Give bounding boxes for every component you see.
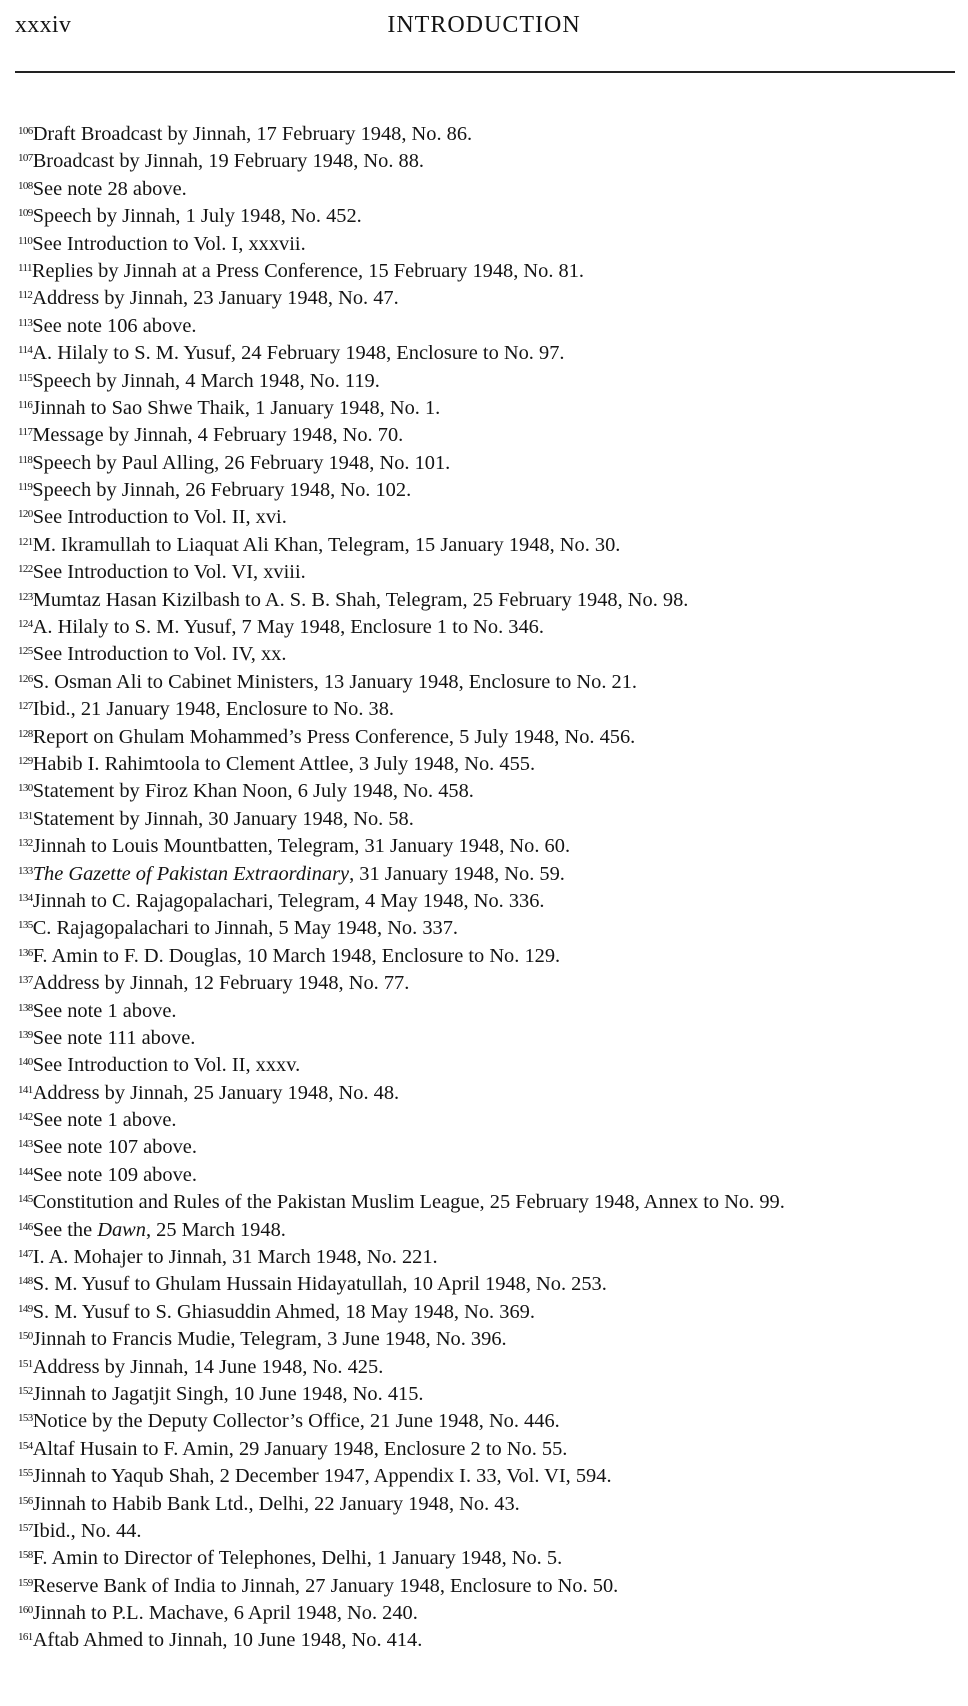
- endnote-number: 133: [18, 864, 33, 877]
- endnote-text: S. M. Yusuf to Ghulam Hussain Hidayatullah, 10 April 1948, No. 253.: [32, 1273, 607, 1296]
- endnote-text: Address by Jinnah, 14 June 1948, No. 425.: [32, 1355, 384, 1378]
- endnote-text: See Introduction to Vol. II, xxxv.: [32, 1054, 301, 1077]
- endnote-number: 125: [18, 645, 33, 658]
- endnote-number: 140: [18, 1056, 33, 1069]
- endnote-number: 136: [18, 946, 33, 959]
- running-title: INTRODUCTION: [387, 12, 581, 38]
- endnote-text: See note 1 above.: [32, 999, 177, 1022]
- endnote: [18, 395, 963, 422]
- endnote-text: See Introduction to Vol. I, xxxvii.: [32, 232, 306, 255]
- endnote-text: Jinnah to Habib Bank Ltd., Delhi, 22 January 1948, No. 43.: [32, 1492, 520, 1515]
- endnote-text: , 31 January 1948, No. 59.: [349, 862, 565, 885]
- endnote-number: 123: [18, 590, 33, 603]
- endnote-number: 155: [18, 1467, 33, 1480]
- endnote-number: 128: [18, 727, 33, 740]
- endnote-text: Broadcast by Jinnah, 19 February 1948, No. 88.: [32, 150, 425, 173]
- endnote: [18, 1573, 963, 1600]
- endnote: [18, 1134, 963, 1161]
- endnote-number: 135: [18, 919, 33, 932]
- endnote-text: S. M. Yusuf to S. Ghiasuddin Ahmed, 18 May 1948, No. 369.: [32, 1300, 535, 1323]
- endnote-number: 111: [18, 261, 32, 274]
- endnote: [18, 943, 963, 970]
- endnote: [18, 121, 963, 148]
- endnote: [18, 1025, 963, 1052]
- endnote: [18, 1518, 963, 1545]
- endnote: [18, 231, 963, 258]
- endnote: [18, 1600, 963, 1627]
- endnote-text: Jinnah to Sao Shwe Thaik, 1 January 1948, No. 1.: [32, 396, 441, 419]
- endnote: [18, 998, 963, 1025]
- endnote-number: 154: [18, 1439, 33, 1452]
- endnote-number: 118: [18, 453, 33, 466]
- endnote-number: 156: [18, 1494, 33, 1507]
- endnote: [18, 1299, 963, 1326]
- endnote-number: 122: [18, 563, 33, 576]
- endnote: [18, 258, 963, 285]
- endnote-number: 147: [18, 1248, 33, 1261]
- endnote-text: Speech by Jinnah, 1 July 1948, No. 452.: [32, 205, 362, 228]
- endnote-number: 157: [18, 1521, 33, 1534]
- endnote: [18, 1545, 963, 1572]
- endnote-number: 131: [18, 809, 33, 822]
- endnote: [18, 148, 963, 175]
- endnote: [18, 1354, 963, 1381]
- endnote: [18, 1436, 963, 1463]
- endnote: [18, 1080, 963, 1107]
- endnote-text: Altaf Husain to F. Amin, 29 January 1948, Enclosure 2 to No. 55.: [32, 1437, 568, 1460]
- endnote-number: 108: [18, 179, 33, 192]
- endnote-text: Jinnah to C. Rajagopalachari, Telegram, 4 May 1948, No. 336.: [32, 889, 545, 912]
- endnote: [18, 1627, 963, 1654]
- endnote-text: See the: [32, 1218, 98, 1241]
- endnote-number: 139: [18, 1028, 33, 1041]
- endnote-text: See note 109 above.: [32, 1163, 197, 1186]
- endnote-number: 134: [18, 891, 33, 904]
- page-header: [0, 0, 968, 80]
- endnote-number: 129: [18, 754, 33, 767]
- endnote: [18, 1217, 963, 1244]
- endnote-text: I. A. Mohajer to Jinnah, 31 March 1948, No. 221.: [32, 1246, 438, 1269]
- endnote: [18, 422, 963, 449]
- endnote-text: Jinnah to Yaqub Shah, 2 December 1947, Appendix I. 33, Vol. VI, 594.: [32, 1465, 612, 1488]
- endnote-text: Notice by the Deputy Collector’s Office, 21 June 1948, No. 446.: [32, 1410, 560, 1433]
- endnote-number: 116: [18, 398, 33, 411]
- endnote-text: See note 106 above.: [32, 314, 197, 337]
- endnote: [18, 368, 963, 395]
- endnote-text: Statement by Firoz Khan Noon, 6 July 1948, No. 458.: [32, 780, 474, 803]
- endnote-text: Statement by Jinnah, 30 January 1948, No. 58.: [32, 807, 414, 830]
- endnote-title-italic: The Gazette of Pakistan Extraordinary: [32, 862, 350, 885]
- endnote-number: 107: [18, 152, 33, 165]
- endnote: [18, 532, 963, 559]
- endnote-number: 146: [18, 1220, 33, 1233]
- endnote-text: S. Osman Ali to Cabinet Ministers, 13 January 1948, Enclosure to No. 21.: [32, 670, 638, 693]
- endnote: [18, 888, 963, 915]
- endnote-number: 117: [18, 426, 33, 439]
- endnote-text: See Introduction to Vol. VI, xviii.: [32, 561, 306, 584]
- endnote-text: Habib I. Rahimtoola to Clement Attlee, 3 July 1948, No. 455.: [32, 752, 536, 775]
- endnote-number: 141: [18, 1083, 33, 1096]
- endnote: [18, 1408, 963, 1435]
- endnote-text: Aftab Ahmed to Jinnah, 10 June 1948, No. 414.: [32, 1629, 423, 1652]
- endnote-number: 142: [18, 1111, 33, 1124]
- endnote-text: A. Hilaly to S. M. Yusuf, 24 February 1948, Enclosure to No. 97.: [32, 342, 565, 365]
- endnote-number: 148: [18, 1275, 33, 1288]
- endnote: [18, 778, 963, 805]
- endnote-number: 112: [18, 289, 33, 302]
- endnote-text: Reserve Bank of India to Jinnah, 27 January 1948, Enclosure to No. 50.: [32, 1574, 619, 1597]
- endnote-number: 145: [18, 1193, 33, 1206]
- endnote: [18, 724, 963, 751]
- endnote-number: 113: [18, 316, 33, 329]
- endnote-text: Address by Jinnah, 25 January 1948, No. 48.: [32, 1081, 400, 1104]
- endnote-number: 144: [18, 1165, 33, 1178]
- endnote-number: 138: [18, 1001, 33, 1014]
- endnote-number: 114: [18, 344, 33, 357]
- endnote-number: 159: [18, 1576, 33, 1589]
- endnote-text: C. Rajagopalachari to Jinnah, 5 May 1948, No. 337.: [32, 917, 458, 940]
- endnote-text: Address by Jinnah, 12 February 1948, No. 77.: [32, 972, 410, 995]
- endnote: [18, 806, 963, 833]
- endnote: [18, 477, 963, 504]
- endnote-number: 150: [18, 1330, 33, 1343]
- endnote: [18, 614, 963, 641]
- endnote: [18, 970, 963, 997]
- endnote-text: Jinnah to Jagatjit Singh, 10 June 1948, No. 415.: [32, 1382, 424, 1405]
- endnote-number: 124: [18, 618, 33, 631]
- endnote-number: 143: [18, 1138, 33, 1151]
- endnote-number: 160: [18, 1604, 33, 1617]
- endnote-number: 126: [18, 672, 33, 685]
- page-number: xxxiv: [15, 12, 72, 38]
- endnote-number: 132: [18, 837, 33, 850]
- endnote-text: Message by Jinnah, 4 February 1948, No. 70.: [32, 424, 404, 447]
- endnote: [18, 504, 963, 531]
- endnote: [18, 833, 963, 860]
- endnote-number: 127: [18, 700, 33, 713]
- endnote: [18, 1381, 963, 1408]
- endnote-text: F. Amin to F. D. Douglas, 10 March 1948, Enclosure to No. 129.: [32, 944, 561, 967]
- endnote-text: , 25 March 1948.: [145, 1218, 286, 1241]
- endnote: [18, 285, 963, 312]
- endnote: [18, 669, 963, 696]
- endnote-number: 158: [18, 1549, 33, 1562]
- endnote: [18, 176, 963, 203]
- endnote-text: Speech by Jinnah, 26 February 1948, No. 102.: [32, 479, 412, 502]
- endnote: [18, 1463, 963, 1490]
- endnote-title-italic: Dawn: [97, 1218, 146, 1241]
- endnote-text: Replies by Jinnah at a Press Conference, 15 February 1948, No. 81.: [31, 259, 585, 282]
- endnote: [18, 1107, 963, 1134]
- endnote: [18, 587, 963, 614]
- endnote-text: Speech by Jinnah, 4 March 1948, No. 119.: [32, 369, 380, 392]
- endnote-number: 152: [18, 1384, 33, 1397]
- endnote-text: See note 1 above.: [32, 1109, 177, 1132]
- endnote: [18, 1271, 963, 1298]
- endnote-text: Ibid., No. 44.: [32, 1519, 142, 1542]
- endnote: [18, 450, 963, 477]
- endnote-number: 110: [18, 234, 33, 247]
- endnote-number: 137: [18, 974, 33, 987]
- endnote-text: See note 28 above.: [32, 177, 187, 200]
- endnote: [18, 203, 963, 230]
- endnote-text: See note 107 above.: [32, 1136, 197, 1159]
- endnote-number: 119: [18, 481, 33, 494]
- endnote-text: Mumtaz Hasan Kizilbash to A. S. B. Shah, Telegram, 25 February 1948, No. 98.: [32, 588, 689, 611]
- endnote-text: Jinnah to P.L. Machave, 6 April 1948, No. 240.: [32, 1602, 418, 1625]
- endnote-number: 151: [18, 1357, 33, 1370]
- endnote: [18, 1189, 963, 1216]
- endnote-number: 109: [18, 207, 33, 220]
- endnote: [18, 313, 963, 340]
- endnotes-list: [18, 121, 963, 1655]
- endnote: [18, 915, 963, 942]
- endnote: [18, 559, 963, 586]
- endnote-text: M. Ikramullah to Liaquat Ali Khan, Telegram, 15 January 1948, No. 30.: [32, 533, 621, 556]
- endnote-text: Draft Broadcast by Jinnah, 17 February 1948, No. 86.: [32, 123, 473, 145]
- endnote: [18, 1491, 963, 1518]
- endnote-number: 106: [18, 125, 33, 137]
- endnote-number: 161: [18, 1631, 33, 1644]
- endnote-text: See note 111 above.: [32, 1026, 196, 1049]
- endnote: [18, 1244, 963, 1271]
- endnote: [18, 1326, 963, 1353]
- endnote-text: Constitution and Rules of the Pakistan Muslim League, 25 February 1948, Annex to No. 99.: [32, 1191, 785, 1214]
- endnote-text: See Introduction to Vol. IV, xx.: [32, 643, 287, 666]
- endnote-number: 120: [18, 508, 33, 521]
- header-rule: [15, 71, 955, 73]
- endnote: [18, 340, 963, 367]
- endnote-text: A. Hilaly to S. M. Yusuf, 7 May 1948, Enclosure 1 to No. 346.: [32, 616, 544, 639]
- endnote-text: See Introduction to Vol. II, xvi.: [32, 506, 287, 529]
- endnote: [18, 751, 963, 778]
- endnote: [18, 696, 963, 723]
- endnote: [18, 1162, 963, 1189]
- endnote-number: 121: [18, 535, 33, 548]
- endnote-text: Ibid., 21 January 1948, Enclosure to No. 38.: [32, 698, 395, 721]
- endnote-number: 153: [18, 1412, 33, 1425]
- endnote: [18, 861, 963, 888]
- endnote-number: 130: [18, 782, 33, 795]
- endnote-text: Address by Jinnah, 23 January 1948, No. 47.: [32, 287, 399, 310]
- endnote: [18, 641, 963, 668]
- endnote-number: 149: [18, 1302, 33, 1315]
- endnote-number: 115: [18, 371, 33, 384]
- endnote-text: Jinnah to Francis Mudie, Telegram, 3 June 1948, No. 396.: [32, 1328, 507, 1351]
- endnote: [18, 1052, 963, 1079]
- endnote-text: F. Amin to Director of Telephones, Delhi, 1 January 1948, No. 5.: [32, 1547, 563, 1570]
- endnote-text: Speech by Paul Alling, 26 February 1948, No. 101.: [32, 451, 451, 474]
- endnote-text: Jinnah to Louis Mountbatten, Telegram, 31 January 1948, No. 60.: [32, 835, 571, 858]
- endnote-text: Report on Ghulam Mohammed’s Press Conference, 5 July 1948, No. 456.: [32, 725, 636, 748]
